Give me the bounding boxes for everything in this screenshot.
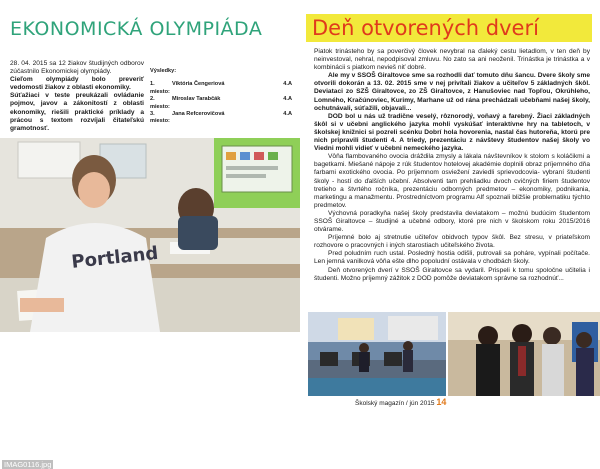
article-paragraph: Pred poludním ruch ustal. Posledný hostia odišli, putrovali sa poháre, vypínali počítače. Len jemná vanilková vôňa ešte dlho popoludní ostávala v chodbách školy. [314,250,590,266]
article-text [314,48,590,283]
open-day-photo-left [308,312,446,396]
article-paragraph: Príjemné bolo aj stretnutie učiteľov obidvoch typov škôl. Bez stresu, v priateľskom rozhovore o pracovných i iných starostiach učiteľského života. [314,234,590,250]
page-number: 14 [436,397,447,407]
page-footer [355,397,446,407]
intro-paragraph: Cieľom olympiády bolo preveriť vedomosti žiakov z oblasti ekonomiky. [10,76,144,92]
article-paragraph: Vôňa flambovaného ovocia dráždila zmysly a lákala návštevníkov k stolom s koláčikmi a bagetkami. Miešané nápoje z rúk študentov hotelovej akadémie doplnili obraz príjemného dňa farbami exotického ovocia. Po príjemnom osviežení zaviedli sprievodcovia- vybraní študenti školy - hostí do ďalších učební. Absolventi tam prehliadku dvoch cvičných firiem študentov tretieho a štvrtého ročníka, prezentáciu odborných predmetov – ekonomiky, podnikania, marketingu a manažmentu. Prostredníctvom programu Alf spoznali bližšie problematiku týchto predmetov. [314,153,590,209]
result-row [150,96,292,111]
article-paragraph: Deň otvorených dverí v SSOŠ Giraltovce sa vydaril. Prispeli k tomu spoločne učitelia i študenti. Možno príjemný zážitok z DOD pomôže deviatakom správne sa rozhodnúť... [314,266,590,282]
intro-paragraph: Súťažiaci v teste preukázali ovládanie pojmov, javov a zákonitostí z oblasti ekonomiky, riešili praktické príklady a prácou s textom rozvíjali čitateľskú gramotnosť. [10,92,144,132]
results-heading: Výsledky: [150,68,177,74]
classroom-photo [0,138,300,469]
article-paragraph: DOD bol u nás už tradične veselý, rôznorodý, voňavý a farebný. Žiaci základných škôl si v učebni anglického jazyka mohli vyskúšať interaktívne hry na tabletoch, v školskej knižnici si pozreli scénku Dobrí hola hovorenia, nastal čas hutoreňa, ktorú pre nich pripravili študenti 4. A triedy, prezentáciu z návštevy študentov našej školy vo Viedni mohli vidieť v učebni nemeckého jazyka. [314,112,590,153]
open-day-photo-right [448,312,600,396]
open-day-photo-left-illustration [308,312,446,396]
result-class: 4.A [283,81,292,88]
section-title-left: EKONOMICKÁ OLYMPIÁDA [10,18,263,40]
result-name: Miroslav Tarabčák [172,96,221,103]
result-place: 2. miesto: [150,96,170,110]
svg-text:Portland: Portland [70,242,160,273]
article-paragraph: Výchovná poradkyňa našej školy predstavila deviatakom – možnú budúcim študentom SSOŠ Giraltovce – študijné a učebné odbory, ktoré pre nich v školskom roku 2015/2016 otvárame. [314,209,590,234]
results-box [150,68,292,126]
result-class: 4.A [283,96,292,103]
intro-paragraph: 28. 04. 2015 sa 12 žiakov študijných odborov zúčastnilo Ekonomickej olympiády. [10,60,144,76]
article-paragraph: Piatok trinásteho by sa poverčivý človek nevybral na ďaleký cestu lietadlom, v ten deň by neinvestoval, nehral, nepodpisoval zmluvu. No zato sa ani neoženil. Trinástka je trinástka a v kombinácii s piatkom nevieš niť dobré. [314,48,590,72]
classroom-photo-illustration [0,138,300,332]
article-paragraph: Ale my v SSOŠ Giraltovce sme sa rozhodli dať tomuto dňu šancu. Dvere školy sme otvorili dokorán a 13. 02. 2015 sme v nej privítali žiakov a učiteľov 5 základných škôl. Deviataci zo SZŠ Giraltovce, zo ZŠ Giraltovce, z Hanušoviec nad Topľou, Okrúhleho, Lomného, Kračúnoviec, Kurimy, Marhane už od rána prechádzali učebňami našej školy, ochutnávali, súťažili, objavali... [314,72,590,112]
footer-text: Školský magazín / jún 2015 [355,400,435,407]
section-title-right [306,14,592,42]
result-place: 3. miesto: [150,111,170,125]
intro-text [10,60,144,133]
photo-caption: IMAG0116.jpg [4,460,52,469]
open-day-photo-right-illustration [448,312,600,396]
result-row [150,111,292,126]
result-name: Jana Refcerovičová [172,111,225,118]
result-place: 1. miesto: [150,81,170,95]
title-right-text: Deň otvorených dverí [312,16,539,40]
result-row [150,81,292,96]
result-name: Viktória Čengeriová [172,81,225,88]
result-class: 4.A [283,111,292,118]
